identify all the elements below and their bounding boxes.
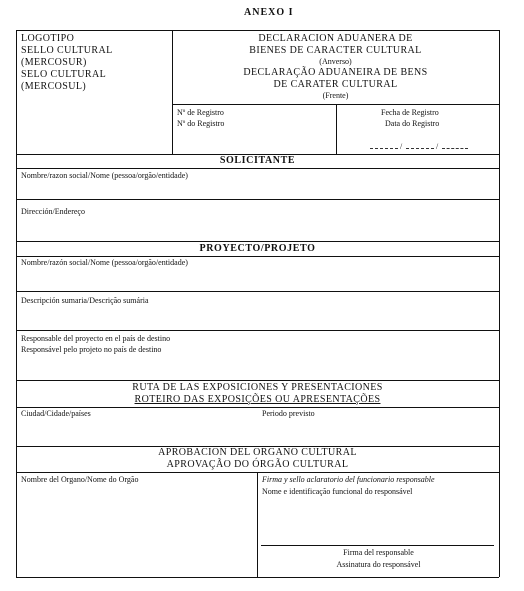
proyecto-responsable-pt: Responsável pelo projeto no país de destino	[21, 345, 162, 354]
aprobacion-firma-es: Firma y sello aclaratorio del funcionario responsable	[262, 475, 435, 484]
fecha-year-field[interactable]	[442, 148, 468, 149]
logo-line: (MERCOSUL)	[21, 81, 87, 92]
logo-line: LOGOTIPO	[21, 33, 75, 44]
decl-pt-side: (Frente)	[322, 91, 349, 100]
solicitante-nombre-label: Nombre/razon social/Nome (pessoa/orgão/entidade)	[21, 171, 188, 180]
fecha-sep: /	[400, 142, 403, 151]
aprobacion-heading-pt: APROVAÇÃO DO ÓRGÃO CULTURAL	[166, 459, 349, 470]
proyecto-heading-bottom	[16, 256, 499, 257]
proyecto-nombre-bottom	[16, 291, 499, 292]
ruta-ciudad-field[interactable]	[17, 421, 255, 443]
solicitante-heading-bottom	[16, 168, 499, 169]
form-bottom-border	[16, 577, 499, 578]
aprobacion-firma-field[interactable]	[259, 499, 498, 543]
ruta-ciudad-label: Ciudad/Cidade/países	[21, 409, 91, 418]
proyecto-heading: PROYECTO/PROJETO	[199, 243, 316, 254]
proyecto-responsable-es: Responsable del proyecto en el país de destino	[21, 334, 171, 343]
solicitante-heading: SOLICITANTE	[219, 155, 296, 166]
solicitante-direccion-label: Dirección/Endereço	[21, 207, 85, 216]
proyecto-responsable-field[interactable]	[17, 357, 498, 377]
solicitante-nombre-bottom	[16, 199, 499, 200]
page-title: ANEXO I	[244, 7, 294, 18]
fecha-month-field[interactable]	[406, 148, 434, 149]
registro-divider	[336, 104, 337, 154]
registro-fecha-es: Fecha de Registro	[381, 108, 439, 117]
decl-es-line: DECLARACION ADUANERA DE	[258, 33, 413, 44]
aprobacion-heading-es: APROBACION DEL ORGANO CULTURAL	[158, 447, 357, 458]
logo-line: SELO CULTURAL	[21, 69, 107, 80]
decl-pt-line: DE CARATER CULTURAL	[273, 79, 398, 90]
form-top-border	[16, 30, 499, 31]
declaration-title	[172, 33, 499, 101]
form-right-border	[499, 30, 500, 577]
fecha-sep: /	[436, 142, 439, 151]
registro-num-pt: Nº do Registro	[177, 119, 225, 128]
logo-line: (MERCOSUR)	[21, 57, 87, 68]
proyecto-descripcion-field[interactable]	[17, 308, 498, 328]
ruta-heading-bottom	[16, 407, 499, 408]
ruta-periodo-label: Periodo previsto	[262, 409, 315, 418]
ruta-top	[16, 380, 499, 381]
logo-line: SELLO CULTURAL	[21, 45, 113, 56]
fecha-day-field[interactable]	[370, 148, 398, 149]
ruta-periodo-field[interactable]	[258, 421, 498, 443]
solicitante-nombre-field[interactable]	[17, 183, 498, 197]
decl-pt-line: DECLARAÇÃO ADUANEIRA DE BENS	[243, 67, 428, 78]
proyecto-nombre-label: Nombre/razón social/Nome (pessoa/orgão/entidade)	[21, 258, 188, 267]
proyecto-top	[16, 241, 499, 242]
ruta-heading-pt: ROTEIRO DAS EXPOSIÇÕES OU APRESENTAÇÕES	[134, 394, 381, 405]
decl-es-line: BIENES DE CARACTER CULTURAL	[249, 45, 422, 56]
decl-es-side: (Anverso)	[319, 57, 352, 66]
registro-num-es: Nº de Registro	[177, 108, 224, 117]
solicitante-direccion-field[interactable]	[17, 219, 498, 239]
proyecto-descripcion-bottom	[16, 330, 499, 331]
registro-fecha-pt: Data do Registro	[385, 119, 440, 128]
firma-responsable-es: Firma del responsable	[343, 548, 414, 557]
signature-line	[261, 545, 494, 546]
proyecto-descripcion-label: Descripción sumaria/Descrição sumária	[21, 296, 149, 305]
aprobacion-organo-field[interactable]	[17, 487, 255, 575]
aprobacion-organo-label: Nombre del Organo/Nome do Orgão	[21, 475, 139, 484]
firma-responsable-pt: Assinatura do responsável	[336, 560, 421, 569]
ruta-heading-es: RUTA DE LAS EXPOSICIONES Y PRESENTACIONES	[132, 382, 383, 393]
aprobacion-firma-pt: Nome e identificação funcional do responsável	[262, 487, 413, 496]
proyecto-nombre-field[interactable]	[17, 270, 498, 288]
